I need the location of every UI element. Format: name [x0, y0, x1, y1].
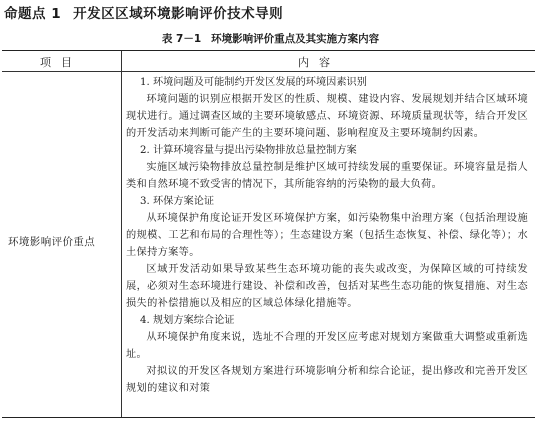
header-divider — [2, 71, 535, 72]
table-title: 环境影响评价重点及其实施方案内容 — [211, 33, 380, 45]
section-1-paragraph-1: 环境问题的识别应根据开发区的性质、规模、建设内容、发展规划并结合区域环境现状进行。通过调查区域的主要环境敏感点、环境资源、环境质量现状等，结合开发区的开发活动来判断可能产生的主要环境问题、影响程度及主要环境制约因素。 — [126, 94, 528, 139]
table-caption — [0, 31, 541, 46]
evaluation-table — [2, 50, 535, 418]
section-3-heading: 3. 环保方案论证 — [140, 196, 215, 207]
heading-prefix: 命题点 1 — [4, 6, 62, 22]
header-item: 项目 — [40, 56, 82, 69]
section-3-paragraph-2: 区域开发活动如果导致某些生态环境功能的丧失或改变，为保障区域的可持续发展，必须对生态环境进行建设、补偿和改善，包括对某些生态功能的恢复措施、对生态损失的补偿措施以及相应的区域总体绿化措施等。 — [126, 264, 528, 309]
section-4-paragraph-2: 对拟议的开发区各规划方案进行环境影响分析和综合论证，提出修改和完善开发区规划的建议和对策 — [126, 366, 528, 394]
section-2-paragraph-1: 实施区域污染物排放总量控制是维护区域可持续发展的重要保证。环境容量是指人类和自然环境不致受害的情况下，其所能容纳的污染物的最大负荷。 — [126, 162, 528, 190]
section-1-heading: 1. 环境问题及可能制约开发区发展的环境因素识别 — [140, 77, 367, 88]
table-number: 表 7－1 — [161, 33, 202, 45]
column-divider — [121, 51, 122, 417]
header-content: 内容 — [298, 56, 340, 69]
section-4-paragraph-1: 从环境保护角度来说，选址不合理的开发区应考虑对规划方案做重大调整或重新选址。 — [126, 332, 528, 360]
section-2-heading: 2. 计算环境容量与提出污染物排放总量控制方案 — [140, 145, 357, 156]
heading-title: 开发区区域环境影响评价技术导则 — [73, 6, 284, 22]
content-cell — [126, 74, 528, 397]
section-4-heading: 4. 规划方案综合论证 — [140, 315, 235, 326]
section-heading — [4, 2, 283, 22]
row-label: 环境影响评价重点 — [8, 236, 96, 248]
section-3-paragraph-1: 从环境保护角度论证开发区环境保护方案，如污染物集中治理方案（包括治理设施的规模、工艺和布局的合理性等）；生态建设方案（包括生态恢复、补偿、绿化等）；水土保持方案等。 — [126, 213, 528, 258]
